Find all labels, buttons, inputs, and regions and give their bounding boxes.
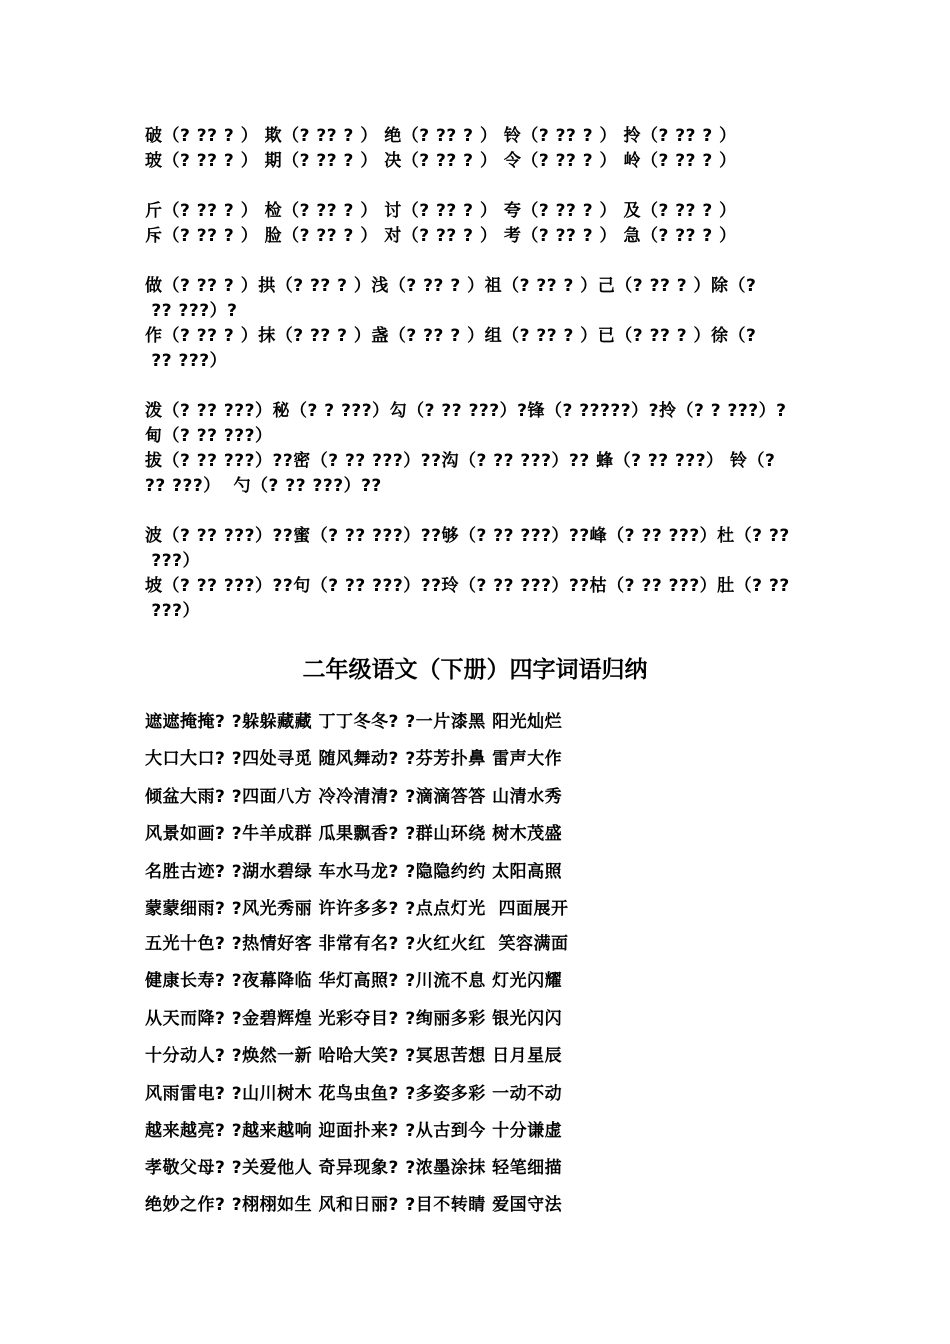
char-line: 甸（? ?? ???） [145,426,273,446]
vocab-row: 孝敬父母? ?关爱他人 奇异现象? ?浓墨涂抹 轻笔细描 [145,1158,563,1178]
vocab-row: 风景如画? ?牛羊成群 瓜果飘香? ?群山环绕 树木茂盛 [145,824,563,844]
vocab-row: 风雨雷电? ?山川树木 花鸟虫鱼? ?多姿多彩 一动不动 [145,1084,563,1104]
char-line: ?? ???）? [145,301,238,321]
char-line: ???） [145,601,201,621]
vocab-row: 从天而降? ?金碧辉煌 光彩夺目? ?绚丽多彩 银光闪闪 [145,1009,563,1029]
vocab-row: 绝妙之作? ?栩栩如生 风和日丽? ?目不转睛 爱国守法 [145,1195,563,1215]
char-line: 玻（? ?? ? ） 期（? ?? ? ） 决（? ?? ? ） 令（? ?? ? ） 岭（? ?? ? ） [145,151,737,171]
vocab-row: 十分动人? ?焕然一新 哈哈大笑? ?冥思苦想 日月星辰 [145,1046,563,1066]
char-line: 做（? ?? ? ）拱（? ?? ? ）浅（? ?? ? ）祖（? ?? ? ）己（? ?? ? ）除（? [145,276,757,296]
char-line: 斥（? ?? ? ） 脸（? ?? ? ） 对（? ?? ? ） 考（? ?? ? ） 急（? ?? ? ） [145,226,737,246]
char-line: 泼（? ?? ???）秘（? ? ???）勾（? ?? ???）?锋（? ?????）?拎（? ? ???）? [145,401,787,421]
char-line: 破（? ?? ? ） 欺（? ?? ? ） 绝（? ?? ? ） 铃（? ?? ? ） 拎（? ?? ? ） [145,126,737,146]
char-line: 作（? ?? ? ）抹（? ?? ? ）盏（? ?? ? ）组（? ?? ? ）已（? ?? ? ）徐（? [145,326,757,346]
vocab-row: 遮遮掩掩? ?躲躲藏藏 丁丁冬冬? ?一片漆黑 阳光灿烂 [145,712,563,732]
char-line: ?? ???） [145,351,228,371]
char-line: ?? ???） 勺（? ?? ???）?? [145,476,382,496]
vocab-row: 倾盆大雨? ?四面八方 冷冷清清? ?滴滴答答 山清水秀 [145,787,563,807]
char-line: 波（? ?? ???）??蜜（? ?? ???）??够（? ?? ???）??峰（? ?? ???）杜（? ?? [145,526,790,546]
vocab-row: 五光十色? ?热情好客 非常有名? ?火红火红 笑容满面 [145,934,569,954]
char-line: 拔（? ?? ???）??密（? ?? ???）??沟（? ?? ???）?? 蜂（? ?? ???） 铃（? [145,451,776,471]
section-title: 二年级语文（下册）四字词语归纳 [302,657,648,683]
vocab-row: 蒙蒙细雨? ?风光秀丽 许许多多? ?点点灯光 四面展开 [145,899,569,919]
vocab-row: 健康长寿? ?夜幕降临 华灯高照? ?川流不息 灯光闪耀 [145,971,563,991]
char-line: 坡（? ?? ???）??句（? ?? ???）??玲（? ?? ???）??枯（? ?? ???）肚（? ?? [145,576,790,596]
vocab-row: 越来越亮? ?越来越响 迎面扑来? ?从古到今 十分谦虚 [145,1121,563,1141]
char-line: ???） [145,551,201,571]
char-line: 斤（? ?? ? ） 检（? ?? ? ） 讨（? ?? ? ） 夸（? ?? ? ） 及（? ?? ? ） [145,201,737,221]
vocab-row: 大口大口? ?四处寻觅 随风舞动? ?芬芳扑鼻 雷声大作 [145,749,563,769]
vocab-row: 名胜古迹? ?湖水碧绿 车水马龙? ?隐隐约约 太阳高照 [145,862,563,882]
